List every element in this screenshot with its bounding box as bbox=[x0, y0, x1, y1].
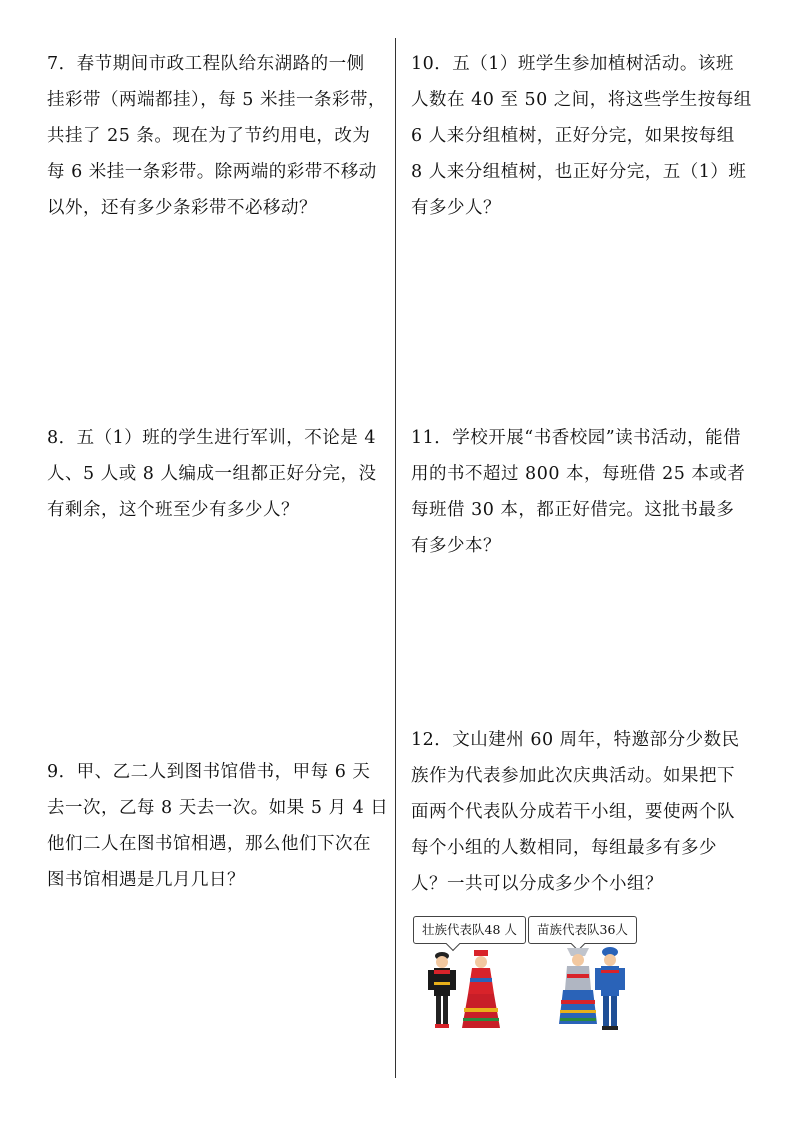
problem-line: 每 6 米挂一条彩带。除两端的彩带不移动 bbox=[47, 162, 377, 182]
problem-line: 去一次，乙每 8 天去一次。如果 5 月 4 日 bbox=[47, 798, 389, 818]
problem-line: 有剩余，这个班至少有多少人？ bbox=[47, 500, 299, 520]
problem-12 bbox=[411, 722, 751, 902]
problem-line: 人？一共可以分成多少个小组？ bbox=[411, 874, 663, 894]
problem-line: 挂彩带（两端都挂），每 5 米挂一条彩带， bbox=[47, 90, 387, 110]
speech-bubble-zhuang: 壮族代表队48 人 bbox=[413, 916, 526, 944]
problem-10 bbox=[411, 46, 751, 226]
problem-line: 用的书不超过 800 本，每班借 25 本或者 bbox=[411, 464, 746, 484]
column-divider bbox=[395, 38, 396, 1078]
problem-line: 9．甲、乙二人到图书馆借书，甲每 6 天 bbox=[47, 762, 371, 782]
problem-line: 图书馆相遇是几月几日？ bbox=[47, 870, 245, 890]
problem-line: 有多少本？ bbox=[411, 536, 501, 556]
problem-11 bbox=[411, 420, 751, 564]
problem-line: 7．春节期间市政工程队给东湖路的一侧 bbox=[47, 54, 365, 74]
problem-line: 有多少人？ bbox=[411, 198, 501, 218]
problem-line: 11．学校开展“书香校园”读书活动，能借 bbox=[411, 428, 742, 448]
problem-line: 每个小组的人数相同，每组最多有多少 bbox=[411, 838, 717, 858]
problem-line: 每班借 30 本，都正好借完。这批书最多 bbox=[411, 500, 735, 520]
speech-bubble-miao: 苗族代表队36人 bbox=[528, 916, 637, 944]
zhuang-couple-illustration bbox=[420, 948, 510, 1038]
problem-line: 8．五（1）班的学生进行军训，不论是 4 bbox=[47, 428, 376, 448]
problem-line: 人、5 人或 8 人编成一组都正好分完，没 bbox=[47, 464, 377, 484]
problem-line: 族作为代表参加此次庆典活动。如果把下 bbox=[411, 766, 735, 786]
problem-line: 10．五（1）班学生参加植树活动。该班 bbox=[411, 54, 734, 74]
problem-9 bbox=[47, 754, 387, 898]
problem-line: 8 人来分组植树，也正好分完，五（1）班 bbox=[411, 162, 747, 182]
problem-7 bbox=[47, 46, 387, 226]
problem-line: 共挂了 25 条。现在为了节约用电，改为 bbox=[47, 126, 371, 146]
problem-line: 人数在 40 至 50 之间，将这些学生按每组 bbox=[411, 90, 752, 110]
problem-line: 他们二人在图书馆相遇，那么他们下次在 bbox=[47, 834, 371, 854]
problem-line: 6 人来分组植树，正好分完，如果按每组 bbox=[411, 126, 735, 146]
miao-couple-illustration bbox=[555, 944, 635, 1036]
problem-line: 以外，还有多少条彩带不必移动？ bbox=[47, 198, 317, 218]
problem-line: 12．文山建州 60 周年，特邀部分少数民 bbox=[411, 730, 740, 750]
problem-8 bbox=[47, 420, 387, 528]
problem-line: 面两个代表队分成若干小组，要使两个队 bbox=[411, 802, 735, 822]
